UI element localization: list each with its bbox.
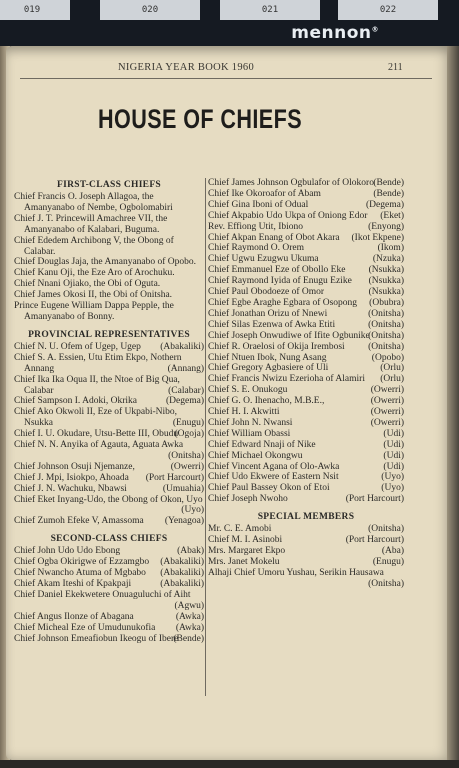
- member-entry: [208, 298, 404, 309]
- member-entry: [14, 634, 204, 645]
- member-division: (Udi): [383, 461, 404, 472]
- member-name: Chief Gregory Agbasiere of Uli: [208, 363, 329, 374]
- member-name: Chief Eket Inyang-Udo, the Obong of Okon, Uyo: [14, 494, 203, 505]
- member-name: Chief Jonathan Orizu of Nnewi: [208, 308, 328, 319]
- frame-label: 020: [100, 0, 200, 20]
- member-division: (Orlu): [380, 374, 404, 385]
- member-entry: [14, 440, 204, 462]
- member-name: Chief J. N. Wachuku, Nbawsi: [14, 483, 127, 494]
- member-division: (Onitsha): [368, 341, 404, 352]
- member-division: (Udi): [383, 428, 404, 439]
- member-division: (Abakaliki): [160, 568, 204, 579]
- member-name: Chief Johnson Osuji Njemanze,: [14, 461, 135, 472]
- member-entry: [208, 483, 404, 494]
- member-division: (Owerri): [370, 385, 404, 396]
- member-name: Rev. Effiong Utit, Ibiono: [208, 221, 303, 232]
- section-heading: SECOND-CLASS CHIEFS: [50, 534, 168, 545]
- member-name: Chief William Obassi: [208, 428, 291, 439]
- member-entry: [14, 301, 204, 323]
- member-entry: [208, 385, 404, 396]
- member-name: Chief N. U. Ofem of Ugep, Ugep: [14, 341, 141, 352]
- member-entry: [208, 331, 404, 342]
- member-name: Chief I. U. Okudare, Utsu-Bette III, Obudu: [14, 429, 179, 440]
- member-name: Chief James Okosi II, the Obi of Onitsha.: [14, 290, 173, 301]
- member-division: (Uyo): [381, 483, 404, 494]
- section-heading: SPECIAL MEMBERS: [257, 512, 355, 523]
- member-name: Chief S. A. Essien, Utu Etim Ekpo, Nothern Annang: [14, 352, 182, 374]
- member-entry: [14, 623, 204, 634]
- member-entry: [14, 516, 204, 527]
- member-name: Chief John Udo Udo Ebong: [14, 546, 121, 557]
- member-name: Chief Douglas Jaja, the Amanyanabo of Opobo.: [14, 257, 197, 268]
- member-entry: [14, 192, 204, 214]
- member-entry: [208, 243, 404, 254]
- member-name: Chief Francis Nwizu Ezerioha of Alamiri: [208, 374, 365, 385]
- member-division: (Onitsha): [368, 308, 404, 319]
- member-entry: [208, 407, 404, 418]
- member-entry: [208, 363, 404, 374]
- member-entry: [208, 451, 404, 462]
- member-entry: [14, 484, 204, 495]
- member-division: (Agwu): [174, 600, 204, 611]
- member-division: (Umuahia): [162, 483, 204, 494]
- member-division: (Obubra): [369, 297, 404, 308]
- member-name: Chief Francis O. Joseph Allagoa, the Amanyanabo of Nembe, Ogbolomabiri: [14, 192, 173, 213]
- member-entry: [208, 342, 404, 353]
- section-heading: FIRST-CLASS CHIEFS: [56, 180, 162, 190]
- member-entry: [208, 429, 404, 440]
- member-name: Chief Raymond O. Orem: [208, 243, 305, 254]
- member-entry: [208, 472, 404, 483]
- member-division: (Orlu): [380, 363, 404, 374]
- member-name: Chief Ika Ika Oqua II, the Ntoe of Big Qua, Calabar: [14, 374, 180, 396]
- member-name: Chief Johnson Emeafiobun Ikeogu of Ibere: [14, 633, 179, 644]
- member-division: (Bende): [373, 178, 404, 188]
- member-name: Chief Gina Iboni of Odual: [208, 199, 309, 210]
- member-division: (Port Harcourt): [345, 535, 404, 546]
- member-division: (Uyo): [381, 472, 404, 483]
- member-name: Chief Joseph Onwudiwe of Ifite Ogbunike: [208, 330, 370, 341]
- member-entry: [208, 320, 404, 331]
- member-name: Chief Edward Nnaji of Nike: [208, 439, 316, 450]
- member-entry: [208, 418, 404, 429]
- member-entry: [208, 535, 404, 546]
- member-name: Chief Zumoh Efeke V, Amassoma: [14, 516, 144, 527]
- member-entry: [208, 222, 404, 233]
- page-title: HOUSE OF CHIEFS: [98, 104, 303, 134]
- member-entry: [14, 279, 204, 290]
- header-rule: [20, 78, 432, 79]
- member-division: (Abakaliki): [160, 341, 204, 352]
- member-division: (Awka): [175, 611, 204, 622]
- member-division: (Onitsha): [368, 524, 404, 535]
- member-entry: [14, 268, 204, 279]
- member-division: (Opobo): [371, 352, 404, 363]
- member-entry: [208, 254, 404, 265]
- member-division: (Owerri): [370, 396, 404, 407]
- member-division: (Onitsha): [368, 578, 404, 589]
- section-heading: PROVINCIAL REPRESENTATIVES: [28, 329, 190, 340]
- member-name: Chief Michael Okongwu: [208, 450, 303, 461]
- member-entry: [208, 396, 404, 407]
- member-name: Chief John N. Nwansi: [208, 417, 293, 428]
- member-entry: [208, 494, 404, 505]
- member-entry: [208, 557, 404, 568]
- member-entry: [208, 178, 404, 189]
- member-name: Chief Ike Okoroafor of Abam: [208, 188, 321, 199]
- member-name: Chief Akpan Enang of Obot Akara: [208, 232, 340, 243]
- member-entry: [208, 546, 404, 557]
- member-name: Chief Nwancho Atuma of Mgbabo: [14, 568, 146, 579]
- member-division: (Nsukka): [368, 265, 404, 276]
- member-entry: [208, 309, 404, 320]
- left-column: [14, 180, 204, 644]
- brand-logo: mennon®: [291, 23, 379, 43]
- member-name: Chief Egbe Araghe Egbara of Osopong: [208, 297, 358, 308]
- member-entry: [208, 265, 404, 276]
- member-entry: [14, 590, 204, 612]
- member-division: (Onitsha): [168, 450, 204, 461]
- page-number: 211: [388, 62, 403, 73]
- member-entry: [208, 462, 404, 473]
- member-division: (Abak): [177, 546, 204, 557]
- member-entry: [14, 257, 204, 268]
- member-division: (Ikot Ekpene): [351, 232, 404, 243]
- member-division: (Udi): [383, 450, 404, 461]
- member-entry: [14, 429, 204, 440]
- film-strip: [0, 0, 459, 46]
- member-name: Chief Paul Bassey Okon of Etoi: [208, 483, 330, 494]
- member-division: (Nzuka): [372, 254, 404, 265]
- member-entry: [208, 189, 404, 200]
- member-division: (Nsukka): [368, 287, 404, 298]
- member-entry: [14, 236, 204, 258]
- member-name: Mrs. Janet Mokelu: [208, 556, 280, 567]
- member-entry: [208, 211, 404, 222]
- member-name: Chief Raymond Iyida of Enugu Ezike: [208, 276, 352, 287]
- member-name: Chief J. T. Princewill Amachree VII, the Amanyanabo of Kalabari, Buguma.: [14, 213, 168, 235]
- member-entry: [14, 546, 204, 557]
- member-division: (Degema): [366, 199, 404, 210]
- member-division: (Aba): [381, 546, 404, 556]
- member-name: Chief Ntuen Ibok, Nung Asang: [208, 352, 327, 363]
- member-name: Chief Silas Ezenwa of Awka Etiti: [208, 319, 336, 330]
- member-division: (Owerri): [370, 417, 404, 428]
- member-entry: [208, 568, 404, 590]
- member-division: (Annang): [167, 363, 204, 374]
- member-entry: [208, 440, 404, 451]
- member-division: (Port Harcourt): [345, 494, 404, 505]
- member-name: Chief R. Oraelosi of Okija Irembosi: [208, 341, 345, 352]
- member-name: Chief Joseph Nwoho: [208, 494, 288, 505]
- member-name: Mrs. Margaret Ekpo: [208, 546, 286, 556]
- member-division: (Bende): [373, 188, 404, 199]
- right-column: [208, 178, 404, 590]
- member-name: Chief Ogba Okirigwe of Ezzamgbo: [14, 557, 150, 568]
- member-entry: [208, 276, 404, 287]
- member-name: Chief Micheal Eze of Umudunukofia: [14, 622, 156, 633]
- member-entry: [14, 568, 204, 579]
- member-division: (Degema): [166, 396, 204, 407]
- member-entry: [14, 579, 204, 590]
- member-division: (Yenagoa): [164, 516, 204, 527]
- frame-label: 022: [338, 0, 438, 20]
- page-edge-right: [447, 46, 459, 760]
- member-entry: [208, 374, 404, 385]
- member-name: Chief Ugwu Ezugwu Ukuma: [208, 254, 319, 265]
- member-entry: [208, 353, 404, 364]
- member-entry: [208, 233, 404, 244]
- member-entry: [208, 524, 404, 535]
- member-division: (Enyong): [368, 221, 404, 232]
- member-name: Chief Kanu Oji, the Eze Aro of Arochuku.: [14, 268, 175, 279]
- member-entry: [208, 287, 404, 298]
- member-name: Chief James Johnson Ogbulafor of Olokoro: [208, 178, 374, 188]
- member-name: Chief Daniel Ekekwetere Onuaguluchi of Aiht: [14, 589, 191, 600]
- member-division: (Owerri): [170, 461, 204, 472]
- member-division: (Enugu): [372, 556, 404, 567]
- running-head: NIGERIA YEAR BOOK 1960: [118, 62, 254, 73]
- member-name: Chief G. O. Ihenacho, M.B.E.,: [208, 396, 325, 407]
- member-name: Chief Ededem Archibong V, the Obong of Calabar.: [14, 235, 174, 257]
- member-name: Prince Eugene William Dappa Pepple, the Amanyanabo of Bonny.: [14, 301, 174, 322]
- member-name: Chief Vincent Agana of Olo-Awka: [208, 461, 340, 472]
- member-division: (Onitsha): [368, 319, 404, 330]
- member-name: Chief Paul Obodoeze of Omor: [208, 287, 325, 298]
- member-entry: [14, 342, 204, 353]
- member-entry: [14, 557, 204, 568]
- member-name: Chief H. I. Akwitti: [208, 407, 280, 418]
- member-name: Alhaji Chief Umoru Yushau, Serikin Hausawa: [208, 567, 384, 578]
- member-division: (Awka): [175, 622, 204, 633]
- member-entry: [14, 290, 204, 301]
- member-name: Chief N. N. Anyika of Agauta, Aguata Awka: [14, 440, 184, 451]
- member-entry: [14, 375, 204, 397]
- member-division: (Ikom): [377, 243, 404, 254]
- member-entry: [14, 495, 204, 517]
- member-entry: [14, 353, 204, 375]
- member-name: Chief S. E. Onukogu: [208, 385, 288, 396]
- member-name: Chief M. I. Asinobi: [208, 535, 283, 546]
- member-division: (Nsukka): [368, 276, 404, 287]
- member-division: (Port Harcourt): [145, 472, 204, 483]
- member-name: Chief Ako Okwoli II, Eze of Ukpabi-Nibo, Nsukka: [14, 407, 178, 429]
- member-entry: [14, 612, 204, 623]
- frame-label: 021: [220, 0, 320, 20]
- member-name: Mr. C. E. Amobi: [208, 524, 272, 535]
- member-name: Chief Angus Ilonze of Abagana: [14, 611, 134, 622]
- member-entry: [208, 200, 404, 211]
- member-entry: [14, 473, 204, 484]
- member-entry: [14, 462, 204, 473]
- member-division: (Onitsha): [368, 330, 404, 341]
- member-division: (Owerri): [370, 407, 404, 418]
- member-division: (Abakaliki): [160, 579, 204, 589]
- member-division: (Udi): [383, 439, 404, 450]
- column-divider: [205, 178, 206, 696]
- member-entry: [14, 407, 204, 429]
- member-division: (Enugu): [172, 418, 204, 429]
- member-division: (Eket): [380, 210, 404, 221]
- member-name: Chief Udo Ekwere of Eastern Nsit: [208, 472, 339, 483]
- member-division: (Abakaliki): [160, 557, 204, 568]
- member-division: (Bende): [173, 633, 204, 644]
- member-entry: [14, 396, 204, 407]
- member-name: Chief Nnani Ojiako, the Obi of Oguta.: [14, 279, 161, 290]
- member-name: Chief Akam Iteshi of Kpakpaji: [14, 579, 132, 589]
- frame-label: 019: [0, 0, 70, 20]
- member-name: Chief Sampson I. Adoki, Okrika: [14, 396, 137, 407]
- member-name: Chief J. Mpi, Isiokpo, Ahoada: [14, 472, 129, 483]
- member-name: Chief Emmanuel Eze of Obollo Eke: [208, 265, 346, 276]
- member-name: Chief Akpabio Udo Ukpa of Oniong Edor: [208, 210, 368, 221]
- member-division: (Uyo): [181, 505, 204, 516]
- member-entry: [14, 214, 204, 236]
- member-division: (Calabar): [168, 385, 204, 396]
- member-division: (Ogoja): [174, 429, 204, 440]
